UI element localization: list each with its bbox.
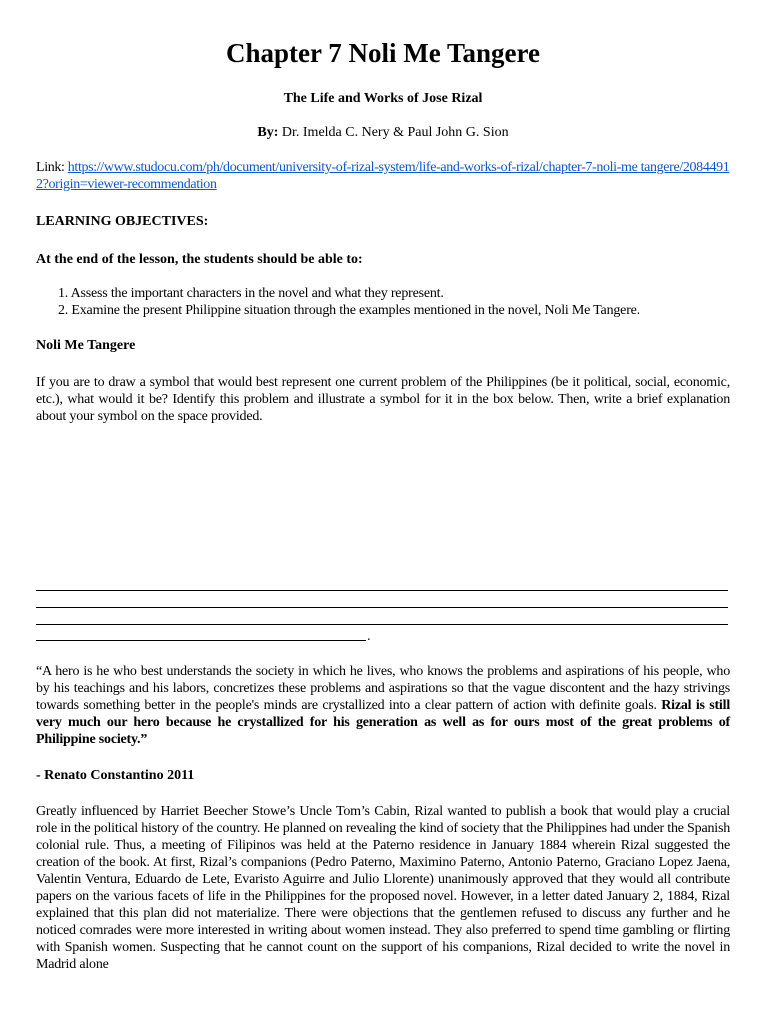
answer-line[interactable] xyxy=(36,624,728,625)
page-title: Chapter 7 Noli Me Tangere xyxy=(226,38,540,68)
quote-emphasis: Rizal is still very much our hero because he crystallized for his generation as well as for ours most of the great problems of Philippine society.” xyxy=(36,698,731,747)
link-label: Link: xyxy=(36,160,65,175)
list-item: 1. Assess the important characters in the novel and what they represent. xyxy=(58,286,444,301)
authors-label: By: xyxy=(257,125,279,140)
objectives-heading: LEARNING OBJECTIVES: xyxy=(36,214,209,229)
document-subtitle: The Life and Works of Jose Rizal xyxy=(283,91,483,106)
authors-names: Dr. Imelda C. Nery & Paul John G. Sion xyxy=(281,125,509,140)
body-paragraph: Greatly influenced by Harriet Beecher Stowe’s Uncle Tom’s Cabin, Rizal wanted to publish a book that would play a crucial role in the political history of the country. He planned on revealing the kind of society that the Philippines had under the Spanish colonial rule. Thus, a meeting of Filipinos was held at the Paterno residence in January 1884 wherein Rizal suggested the creation of the book. At first, Rizal’s companions (Pedro Paterno, Maximino Paterno, Antonio Paterno, Graciano Lopez Jaena, Valentin Ventura, Eduardo de Lete, Evaristo Aguirre and Julio Llorente) unanimously approved that they would all contribute papers on the various facets of life in the Philippines for the proposed novel. However, in a letter dated January 2, 1884, Rizal explained that this plan did not materialize. There were objections that the gentlemen refused to discuss any further and he noticed comrades were more interested in writing about women instead. They also preferred to spend time gambling or flirting with Spanish women. Suspecting that he cannot count on the support of his companions, Rizal decided to write the novel in Madrid alone xyxy=(36,804,730,972)
section-heading: Noli Me Tangere xyxy=(36,338,136,353)
quote-block xyxy=(36,663,730,748)
list-item: 2. Examine the present Philippine situation through the examples mentioned in the novel, Noli Me Tangere. xyxy=(58,303,640,318)
objectives-intro: At the end of the lesson, the students should be able to: xyxy=(36,252,363,267)
authors-line xyxy=(36,124,730,142)
activity-paragraph: If you are to draw a symbol that would best represent one current problem of the Philippines (be it political, social, economic, etc.), what would it be? Identify this problem and illustrate a symbol for it in the box below. Then, write a brief explanation about your symbol on the space provided. xyxy=(36,375,730,424)
objectives-list xyxy=(58,285,730,319)
answer-line-end: . xyxy=(367,629,371,644)
quote-attribution: - Renato Constantino 2011 xyxy=(36,768,195,783)
answer-line[interactable] xyxy=(36,590,728,591)
answer-line[interactable] xyxy=(36,607,728,608)
source-link-line xyxy=(36,159,730,193)
quote-text: “A hero is he who best understands the society in which he lives, who knows the problems and aspirations of his people, who by his teachings and his labors, concretizes these problems and aspirations so that the vague discontent and the hazy strivings towards something better in the people's minds are crystallized into a clear pattern of action with definite goals. xyxy=(36,664,730,713)
source-link[interactable]: https://www.studocu.com/ph/document/university-of-rizal-system/life-and-works-of-rizal/chapter-7-noli-me tangere/20844912?origin=viewer-recommendation xyxy=(36,160,730,192)
answer-line[interactable] xyxy=(36,640,366,641)
